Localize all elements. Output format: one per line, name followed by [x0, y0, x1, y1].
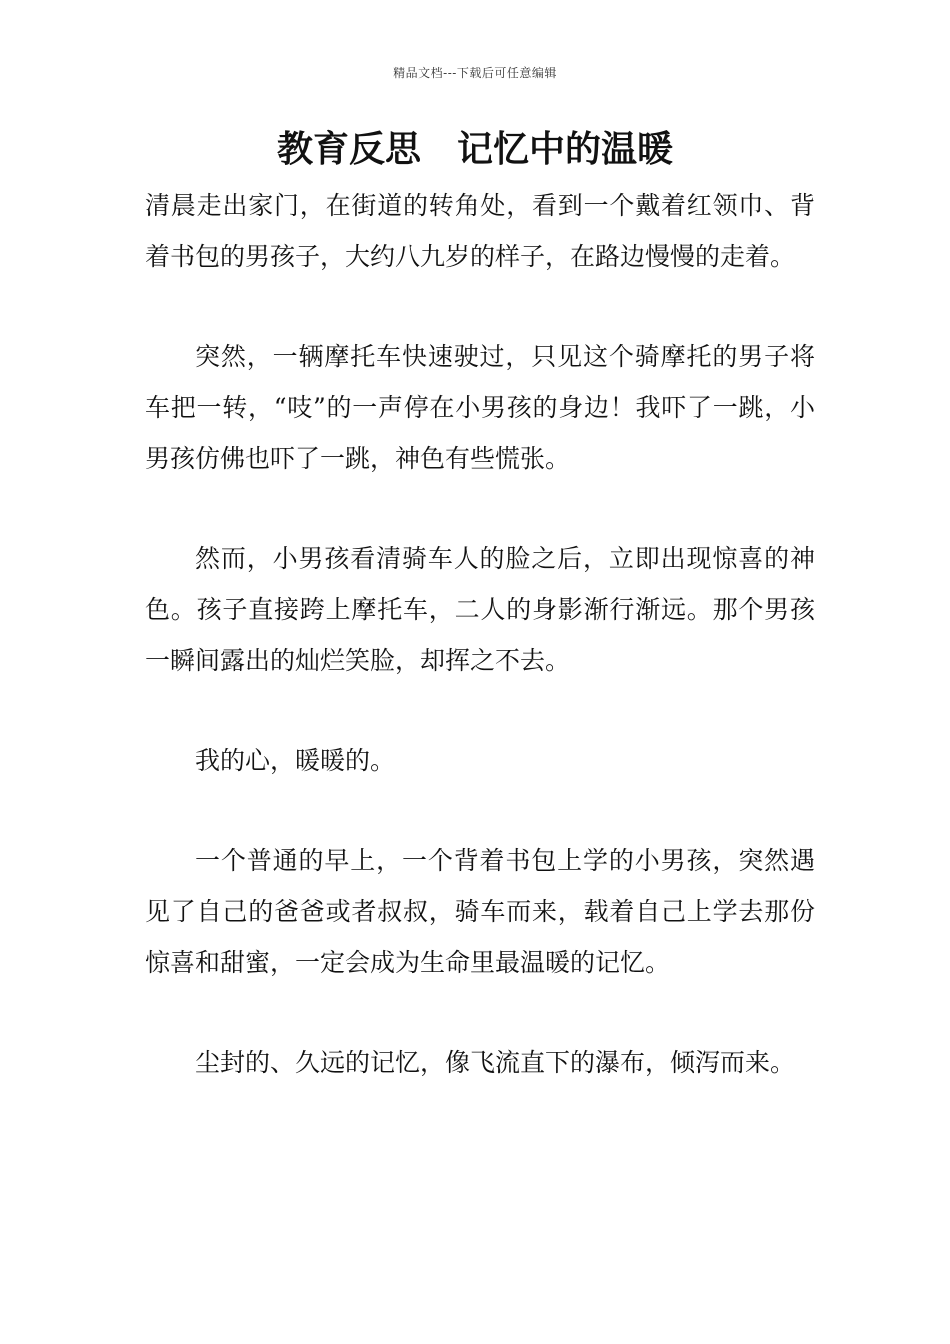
paragraph-4: 我的心，暖暖的。: [195, 746, 396, 775]
paragraph-3: 然而，小男孩看清骑车人的脸之后，立即出现惊喜的神色。孩子直接跨上摩托车，二人的身影渐行渐远。那个男孩一瞬间露出的灿烂笑脸，却挥之不去。: [145, 544, 815, 675]
paragraph-5: 一个普通的早上，一个背着书包上学的小男孩，突然遇见了自己的爸爸或者叔叔，骑车而来，载着自己上学去那份惊喜和甜蜜，一定会成为生命里最温暖的记忆。: [145, 846, 815, 977]
paragraph-gap: [145, 686, 815, 735]
document-title: 教育反思 记忆中的温暖: [276, 129, 673, 170]
document-body: [145, 180, 815, 1088]
paragraph-1: 清晨走出家门，在街道的转角处，看到一个戴着红领巾、背着书包的男孩子，大约八九岁的样子，在路边慢慢的走着。: [145, 191, 815, 271]
paragraph-gap: [145, 988, 815, 1037]
paragraph-gap: [145, 484, 815, 533]
paragraph-gap: [145, 786, 815, 835]
header-note: 精品文档---下载后可任意编辑: [393, 66, 557, 80]
paragraph-2: 突然，一辆摩托车快速驶过，只见这个骑摩托的男子将车把一转，“吱”的一声停在小男孩的身边！我吓了一跳，小男孩仿佛也吓了一跳，神色有些慌张。: [145, 342, 815, 473]
paragraph-gap: [145, 282, 815, 331]
paragraph-6: 尘封的、久远的记忆，像飞流直下的瀑布，倾泻而来。: [195, 1048, 796, 1077]
